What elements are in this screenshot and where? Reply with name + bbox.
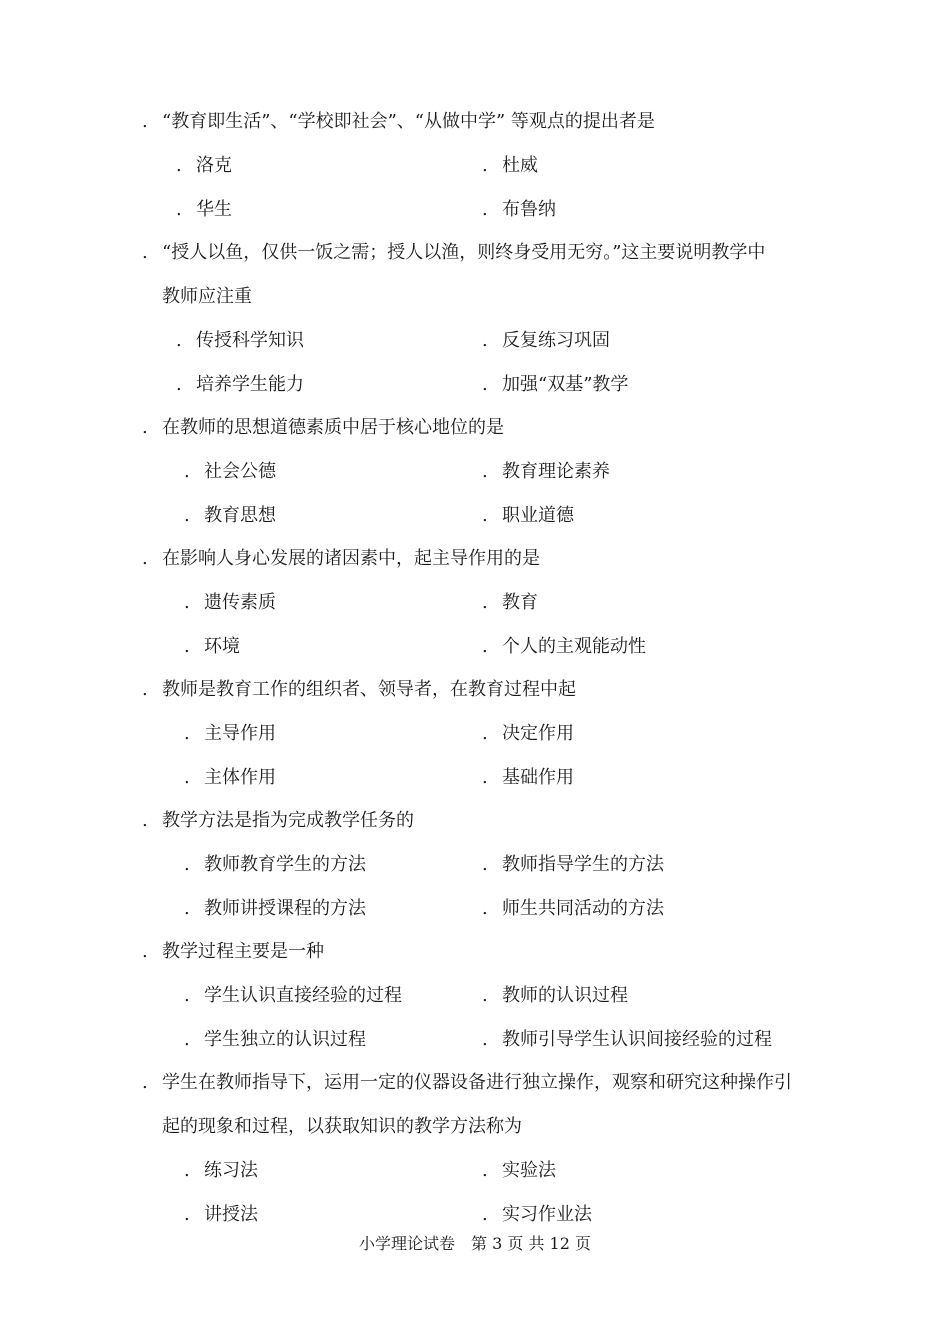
option-text: 教师的认识过程	[502, 985, 628, 1006]
option-d: . 实习作业法	[482, 1204, 592, 1225]
question-2	[142, 231, 842, 407]
question-stem: . “授人以鱼，仅供一饭之需；授人以渔，则终身受用无穷。”这主要说明教学中	[142, 242, 766, 263]
option-a: . 主导作用	[184, 723, 276, 744]
options	[142, 450, 842, 538]
question-stem: . 教师是教育工作的组织者、领导者，在教育过程中起	[142, 679, 576, 700]
stem-text: 起的现象和过程，以获取知识的教学方法称为	[162, 1116, 522, 1137]
option-a: . 练习法	[184, 1160, 258, 1181]
option-text: 杜威	[502, 155, 538, 176]
options	[142, 974, 842, 1062]
option-text: 环境	[204, 636, 240, 657]
option-text: 培养学生能力	[196, 374, 304, 395]
option-c: . 学生独立的认识过程	[184, 1029, 366, 1050]
option-text: 加强“双基”教学	[502, 374, 629, 395]
option-text: 个人的主观能动性	[502, 636, 646, 657]
question-8	[142, 1061, 842, 1237]
question-4	[142, 537, 842, 669]
option-text: 社会公德	[204, 461, 276, 482]
option-a: . 遗传素质	[184, 592, 276, 613]
option-text: 练习法	[204, 1160, 258, 1181]
question-3	[142, 406, 842, 538]
option-b: . 教师的认识过程	[482, 985, 628, 1006]
option-d: . 职业道德	[482, 505, 574, 526]
stem-text: 教学过程主要是一种	[162, 941, 324, 962]
options	[142, 712, 842, 800]
option-c: . 环境	[184, 636, 240, 657]
option-d: . 个人的主观能动性	[482, 636, 646, 657]
option-c: . 教育思想	[184, 505, 276, 526]
option-d: . 师生共同活动的方法	[482, 898, 664, 919]
option-text: 教师指导学生的方法	[502, 854, 664, 875]
question-stem-continued	[142, 1105, 842, 1149]
option-c: . 华生	[176, 199, 232, 220]
options	[142, 144, 842, 232]
question-stem: . 在教师的思想道德素质中居于核心地位的是	[142, 417, 504, 438]
option-a: . 学生认识直接经验的过程	[184, 985, 402, 1006]
option-text: 华生	[196, 199, 232, 220]
stem-text: 学生在教师指导下，运用一定的仪器设备进行独立操作，观察和研究这种操作引	[162, 1072, 792, 1093]
stem-text: 教师应注重	[162, 286, 252, 307]
question-stem: . 教学过程主要是一种	[142, 941, 324, 962]
option-b: . 教育	[482, 592, 538, 613]
option-text: 讲授法	[204, 1204, 258, 1225]
option-text: 传授科学知识	[196, 330, 304, 351]
option-c: . 讲授法	[184, 1204, 258, 1225]
option-text: 教育理论素养	[502, 461, 610, 482]
stem-text: 教学方法是指为完成教学任务的	[162, 810, 414, 831]
option-a: . 社会公德	[184, 461, 276, 482]
option-text: 教育思想	[204, 505, 276, 526]
page-footer: 小学理论试卷 第 3 页 共 12 页	[359, 1234, 591, 1253]
option-text: 教师教育学生的方法	[204, 854, 366, 875]
options	[142, 1149, 842, 1237]
option-a: . 教师教育学生的方法	[184, 854, 366, 875]
question-stem: . 教学方法是指为完成教学任务的	[142, 810, 414, 831]
option-b: . 教育理论素养	[482, 461, 610, 482]
option-text: 实习作业法	[502, 1204, 592, 1225]
question-stem: . “教育即生活”、“学校即社会”、“从做中学” 等观点的提出者是	[142, 111, 655, 132]
option-c: . 主体作用	[184, 767, 276, 788]
stem-text: “授人以鱼，仅供一饭之需；授人以渔，则终身受用无穷。”这主要说明教学中	[162, 242, 766, 263]
option-b: . 杜威	[482, 155, 538, 176]
option-c: . 培养学生能力	[176, 374, 304, 395]
option-text: 布鲁纳	[502, 199, 556, 220]
question-7	[142, 930, 842, 1062]
option-text: 洛克	[196, 155, 232, 176]
option-text: 职业道德	[502, 505, 574, 526]
stem-text: “教育即生活”、“学校即社会”、“从做中学” 等观点的提出者是	[162, 111, 655, 132]
option-d: . 教师引导学生认识间接经验的过程	[482, 1029, 772, 1050]
option-a: . 传授科学知识	[176, 330, 304, 351]
stem-text: 在教师的思想道德素质中居于核心地位的是	[162, 417, 504, 438]
question-stem: . 学生在教师指导下，运用一定的仪器设备进行独立操作，观察和研究这种操作引	[142, 1072, 792, 1093]
option-text: 基础作用	[502, 767, 574, 788]
option-b: . 教师指导学生的方法	[482, 854, 664, 875]
question-6	[142, 799, 842, 931]
option-text: 教师讲授课程的方法	[204, 898, 366, 919]
option-b: . 反复练习巩固	[482, 330, 610, 351]
option-text: 主导作用	[204, 723, 276, 744]
option-a: . 洛克	[176, 155, 232, 176]
option-d: . 布鲁纳	[482, 199, 556, 220]
question-stem-continued	[142, 275, 842, 319]
option-text: 遗传素质	[204, 592, 276, 613]
options	[142, 319, 842, 407]
option-d: . 加强“双基”教学	[482, 374, 629, 395]
option-d: . 基础作用	[482, 767, 574, 788]
stem-text: 在影响人身心发展的诸因素中，起主导作用的是	[162, 548, 540, 569]
question-1	[142, 100, 842, 232]
option-text: 学生独立的认识过程	[204, 1029, 366, 1050]
option-b: . 实验法	[482, 1160, 556, 1181]
question-5	[142, 668, 842, 800]
question-stem: . 在影响人身心发展的诸因素中，起主导作用的是	[142, 548, 540, 569]
option-text: 反复练习巩固	[502, 330, 610, 351]
option-c: . 教师讲授课程的方法	[184, 898, 366, 919]
option-text: 师生共同活动的方法	[502, 898, 664, 919]
option-text: 实验法	[502, 1160, 556, 1181]
option-text: 学生认识直接经验的过程	[204, 985, 402, 1006]
stem-text: 教师是教育工作的组织者、领导者，在教育过程中起	[162, 679, 576, 700]
options	[142, 581, 842, 669]
option-b: . 决定作用	[482, 723, 574, 744]
option-text: 教育	[502, 592, 538, 613]
option-text: 教师引导学生认识间接经验的过程	[502, 1029, 772, 1050]
option-text: 主体作用	[204, 767, 276, 788]
options	[142, 843, 842, 931]
option-text: 决定作用	[502, 723, 574, 744]
